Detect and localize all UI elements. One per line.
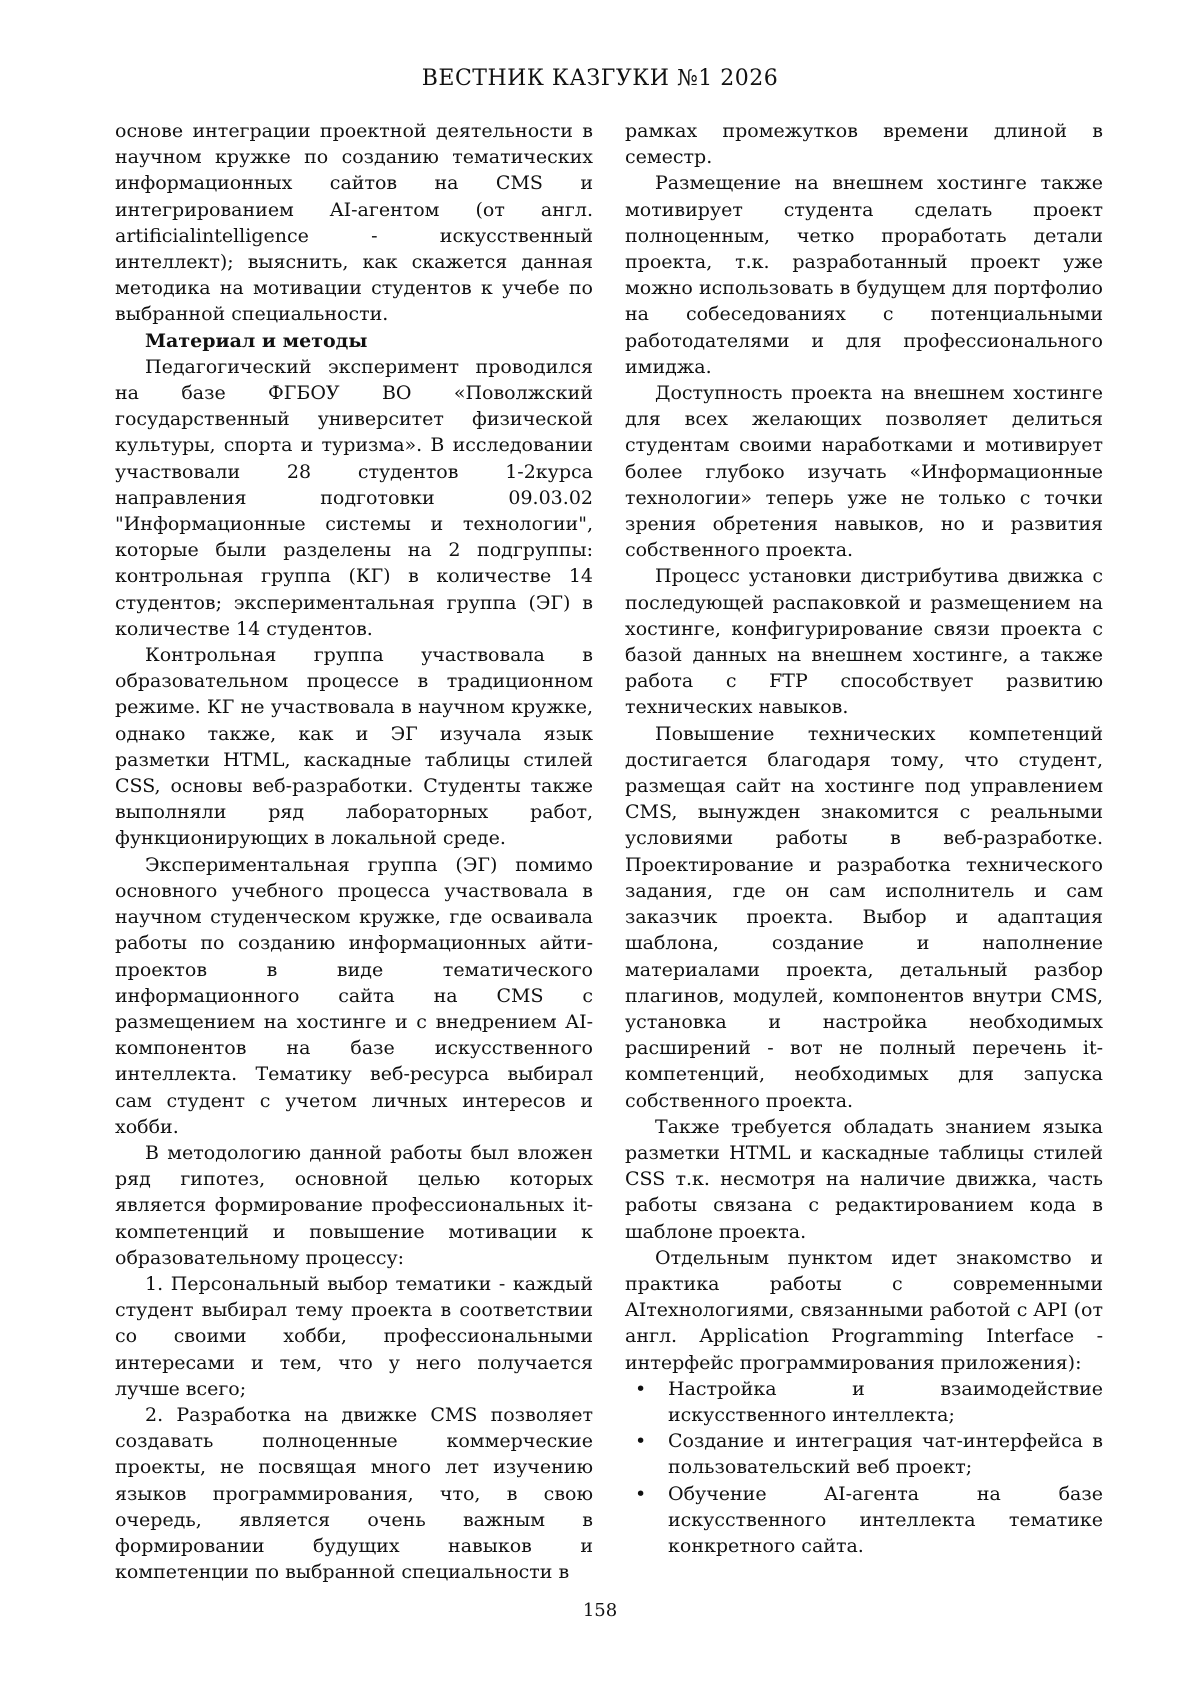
paragraph: Также требуется обладать знанием языка разметки HTML и каскадные таблицы стилей CSS т.к. несмотря на наличие движка, часть работы связана с редактированием кода в шаблоне проекта. xyxy=(625,1115,1103,1243)
paragraph: Отдельным пунктом идет знакомство и практика работы с современными AIтехнологиями, связанными работой с API (от англ. Application Programming Interface - интерфейс программирования приложения): xyxy=(625,1246,1103,1374)
paragraph: Педагогический эксперимент проводился на базе ФГБОУ ВО «Поволжский государственный университет физической культуры, спорта и туризма». В исследовании участвовали 28 студентов 1-2курса направления подготовки 09.03.02 "Информационные системы и технологии", которые были разделены на 2 подгруппы: контрольная группа (КГ) в количестве 14 студентов; экспериментальная группа (ЭГ) в количестве 14 студентов. xyxy=(115,355,593,640)
left-column xyxy=(115,118,593,1585)
paragraph: Процесс установки дистрибутива движка с последующей распаковкой и размещением на хостинге, конфигурирование связи проекта с базой данных на внешнем хостинге, а также работа с FTP способствует развитию технических навыков. xyxy=(625,565,1103,719)
paragraph: 2. Разработка на движке CMS позволяет создавать полноценные коммерческие проекты, не посвящая много лет изучению языков программирования, что, в свою очередь, является очень важным в формировании будущих навыков и компетенции по выбранной специальности в xyxy=(115,1403,593,1584)
list-item xyxy=(625,1376,1103,1428)
list-item-text: Создание и интеграция чат-интерфейса в пользовательский веб проект; xyxy=(668,1430,1103,1479)
page-number: 158 xyxy=(582,1600,618,1621)
bullet-list xyxy=(625,1376,1103,1559)
bullet-icon: • xyxy=(635,1430,647,1453)
paragraph: Экспериментальная группа (ЭГ) помимо основного учебного процесса участвовала в научном студенческом кружке, где осваивала работы по созданию информационных айти-проектов в виде тематического информационного сайта на CMS с размещением на хостинге и с внедрением AI-компонентов на базе искусственного интеллекта. Тематику веб-ресурса выбирал сам студент с учетом личных интересов и хобби. xyxy=(115,853,593,1138)
paragraph: Размещение на внешнем хостинге также мотивирует студента сделать проект полноценным, четко проработать детали проекта, т.к. разработанный проект уже можно использовать в будущем для портфолио на собеседованиях с потенциальными работодателями и для профессионального имиджа. xyxy=(625,172,1103,378)
paragraph: рамках промежутков времени длиной в семестр. xyxy=(625,120,1103,169)
paragraph: 1. Персональный выбор тематики - каждый студент выбирал тему проекта в соответствии со своими хобби, профессиональными интересами и тем, что у него получается лучше всего; xyxy=(115,1272,593,1400)
paragraph: В методологию данной работы был вложен ряд гипотез, основной целью которых является формирование профессиональных it-компетенций и повышение мотивации к образовательному процессу: xyxy=(115,1141,593,1269)
journal-header: ВЕСТНИК КАЗГУКИ №1 2026 xyxy=(421,66,779,91)
list-item xyxy=(625,1481,1103,1560)
section-heading: Материал и методы xyxy=(145,329,368,352)
list-item-text: Настройка и взаимодействие искусственного интеллекта; xyxy=(668,1377,1103,1426)
paragraph: Контрольная группа участвовала в образовательном процессе в традиционном режиме. КГ не участвовала в научном кружке, однако также, как и ЭГ изучала язык разметки HTML, каскадные таблицы стилей CSS, основы веб-разработки. Студенты также выполняли ряд лабораторных работ, функционирующих в локальной среде. xyxy=(115,644,593,850)
list-item-text: Обучение AI-агента на базе искусственного интеллекта тематике конкретного сайта. xyxy=(668,1482,1103,1557)
paragraph: Повышение технических компетенций достигается благодаря тому, что студент, размещая сайт на хостинге под управлением CMS, вынужден знакомится с реальными условиями работы в веб-разработке. Проектирование и разработка технического задания, где он сам исполнитель и сам заказчик проекта. Выбор и адаптация шаблона, создание и наполнение материалами проекта, детальный разбор плагинов, модулей, компонентов внутри CMS, установка и настройка необходимых расширений - вот не полный перечень it-компетенций, необходимых для запуска собственного проекта. xyxy=(625,722,1103,1112)
right-column xyxy=(625,118,1103,1559)
paragraph: Доступность проекта на внешнем хостинге для всех желающих позволяет делиться студентам своими наработками и мотивирует более глубоко изучать «Информационные технологии» теперь уже не только с точки зрения обретения навыков, но и развития собственного проекта. xyxy=(625,382,1103,562)
bullet-icon: • xyxy=(635,1377,647,1400)
list-item xyxy=(625,1428,1103,1480)
paragraph: основе интеграции проектной деятельности в научном кружке по созданию тематических информационных сайтов на CMS и интегрированием AI-агентом (от англ. artificialintelligence - искусственный интеллект); выяснить, как скажется данная методика на мотивации студентов к учебе по выбранной специальности. xyxy=(115,120,593,326)
bullet-icon: • xyxy=(635,1482,647,1505)
